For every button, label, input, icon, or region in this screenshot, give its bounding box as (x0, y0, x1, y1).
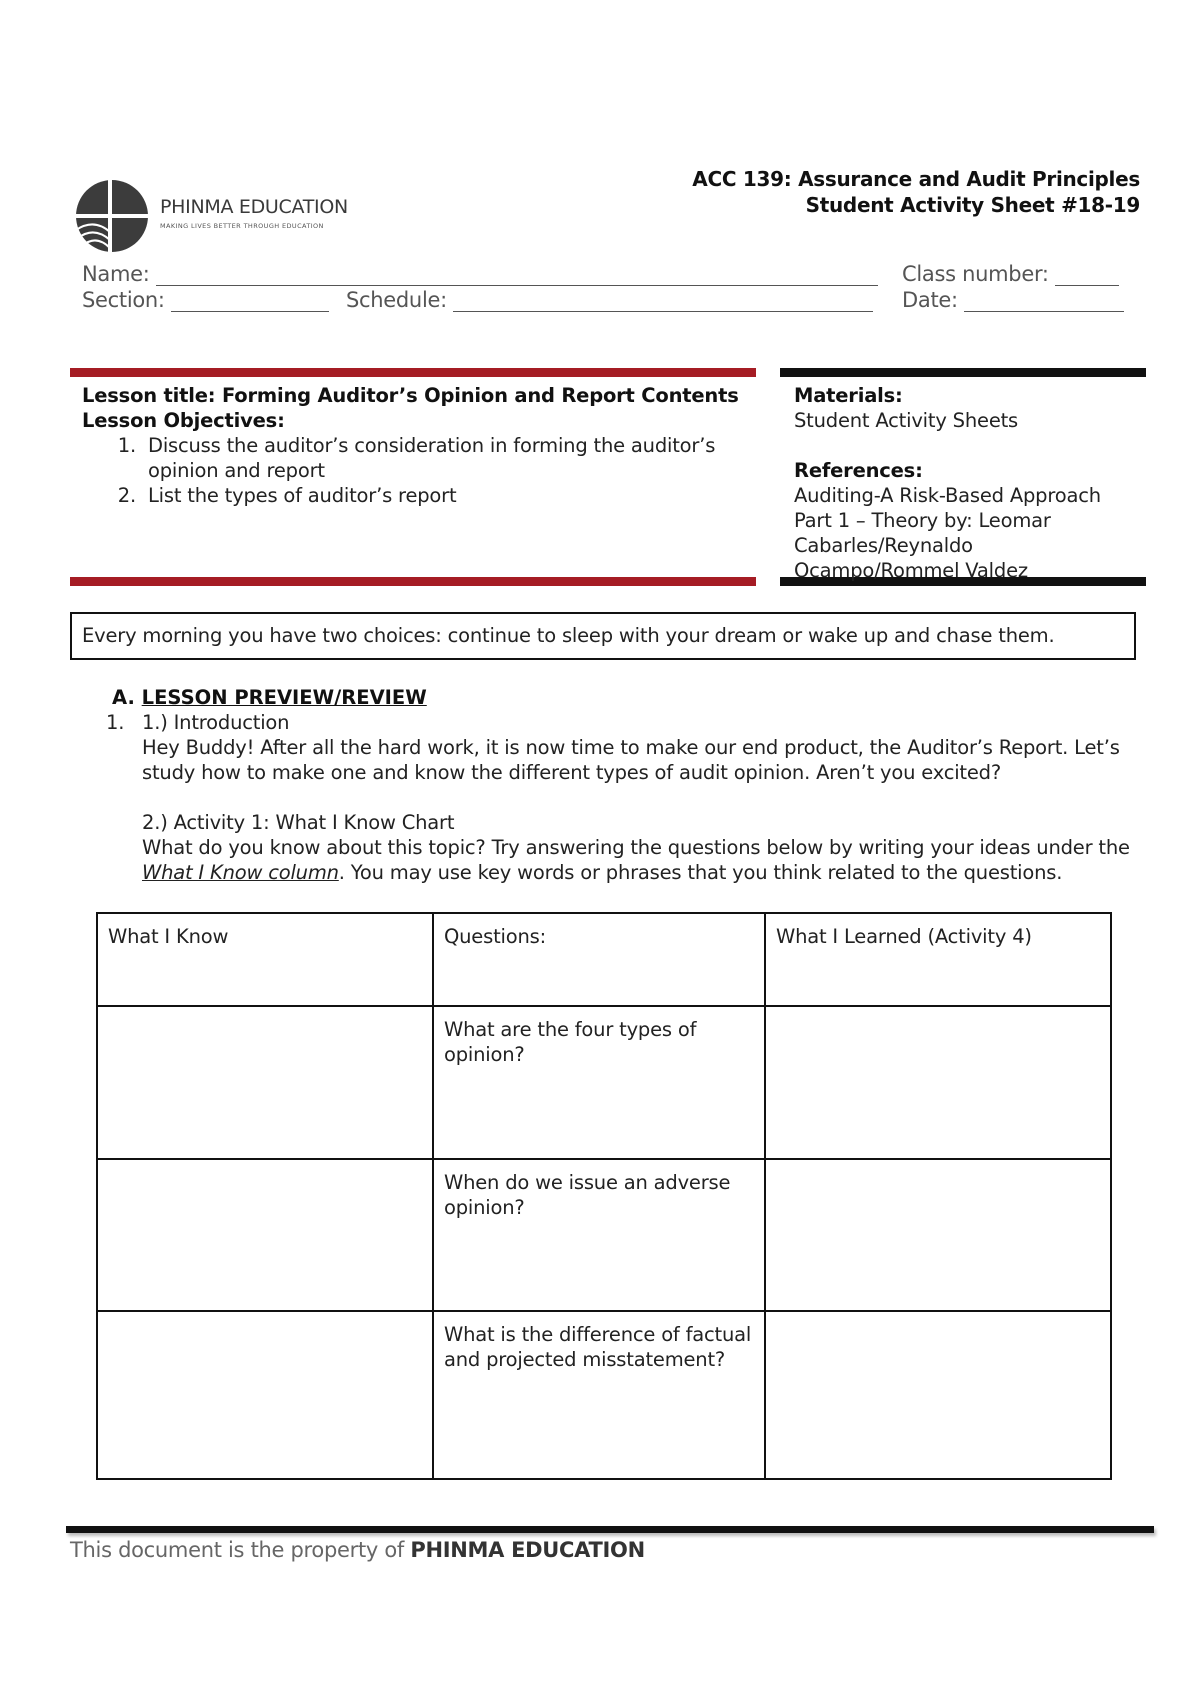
what-i-know-cell[interactable] (97, 1311, 433, 1479)
what-i-know-cell[interactable] (97, 1159, 433, 1311)
date-field[interactable] (902, 288, 1124, 312)
schedule-blank[interactable] (453, 291, 873, 312)
date-blank[interactable] (964, 291, 1124, 312)
section-a-heading (112, 686, 427, 709)
lesson-objectives-label: Lesson Objectives: (82, 409, 285, 432)
sheet-title: Student Activity Sheet #18-19 (805, 193, 1140, 217)
section-a-content (106, 710, 1146, 885)
section-a-letter: A. (112, 686, 135, 709)
what-i-know-chart (96, 912, 1112, 1480)
name-field[interactable] (82, 262, 878, 286)
lesson-title: Lesson title: Forming Auditor’s Opinion and Report Contents (82, 384, 739, 407)
question-cell: What are the four types of opinion? (433, 1006, 765, 1159)
objective-item: 2. List the types of auditor’s report (142, 483, 726, 508)
activity-emphasis: What I Know column (142, 861, 339, 884)
item-number: 1. (106, 711, 125, 734)
motivational-quote: Every morning you have two choices: continue to sleep with your dream or wake up and chase them. (70, 612, 1136, 660)
table-row (97, 1159, 1111, 1311)
name-label: Name: (82, 262, 150, 286)
materials-value: Student Activity Sheets (794, 409, 1019, 432)
class-number-field[interactable] (902, 262, 1119, 286)
phinma-logo (74, 178, 348, 258)
table-row (97, 1311, 1111, 1479)
what-i-learned-cell[interactable] (765, 1159, 1111, 1311)
name-blank[interactable] (156, 265, 878, 286)
header-what-i-learned: What I Learned (Activity 4) (765, 913, 1111, 1006)
section-label: Section: (82, 288, 165, 312)
schedule-field[interactable] (346, 288, 873, 312)
activity-text-part2: . You may use key words or phrases that you think related to the questions. (338, 861, 1063, 884)
course-title: ACC 139: Assurance and Audit Principles (692, 167, 1140, 191)
course-header (692, 166, 1140, 218)
class-number-label: Class number: (902, 262, 1049, 286)
footer-prefix: This document is the property of (70, 1538, 411, 1562)
intro-text: Hey Buddy! After all the hard work, it is now time to make our end product, the Auditor’s Report. Let’s study how to make one and know the different types of audit opinion. Aren’t you excited? (142, 736, 1120, 784)
header-what-i-know: What I Know (97, 913, 433, 1006)
references-label: References: (794, 459, 923, 482)
activity-heading: 2.) Activity 1: What I Know Chart (142, 811, 455, 834)
what-i-learned-cell[interactable] (765, 1006, 1111, 1159)
logo-wordmark: PHINMA EDUCATION (160, 196, 348, 218)
header-questions: Questions: (433, 913, 765, 1006)
logo-tagline: MAKING LIVES BETTER THROUGH EDUCATION (160, 222, 324, 230)
intro-heading: 1.) Introduction (142, 711, 290, 734)
class-number-blank[interactable] (1055, 265, 1119, 286)
question-cell: When do we issue an adverse opinion? (433, 1159, 765, 1311)
materials-box (780, 368, 1146, 586)
table-row (97, 1006, 1111, 1159)
question-cell: What is the difference of factual and projected misstatement? (433, 1311, 765, 1479)
phinma-logo-icon (74, 178, 154, 258)
activity-text (142, 835, 1146, 885)
lesson-box (70, 368, 756, 586)
what-i-learned-cell[interactable] (765, 1311, 1111, 1479)
footer-owner: PHINMA EDUCATION (410, 1538, 645, 1562)
materials-label: Materials: (794, 384, 903, 407)
section-a-title: LESSON PREVIEW/REVIEW (141, 686, 427, 709)
table-header-row (97, 913, 1111, 1006)
schedule-label: Schedule: (346, 288, 447, 312)
activity-text-part1: What do you know about this topic? Try answering the questions below by writing your ideas under the (142, 836, 1130, 859)
footer-text (70, 1538, 645, 1562)
footer-divider (66, 1526, 1154, 1533)
references-value: Auditing-A Risk-Based Approach Part 1 – Theory by: Leomar Cabarles/Reynaldo Ocampo/Rommel Valdez (794, 484, 1101, 582)
date-label: Date: (902, 288, 958, 312)
what-i-know-cell[interactable] (97, 1006, 433, 1159)
objectives-list (70, 433, 756, 508)
section-blank[interactable] (171, 291, 329, 312)
section-field[interactable] (82, 288, 329, 312)
objective-item: 1. Discuss the auditor’s consideration in forming the auditor’s opinion and report (142, 433, 726, 483)
